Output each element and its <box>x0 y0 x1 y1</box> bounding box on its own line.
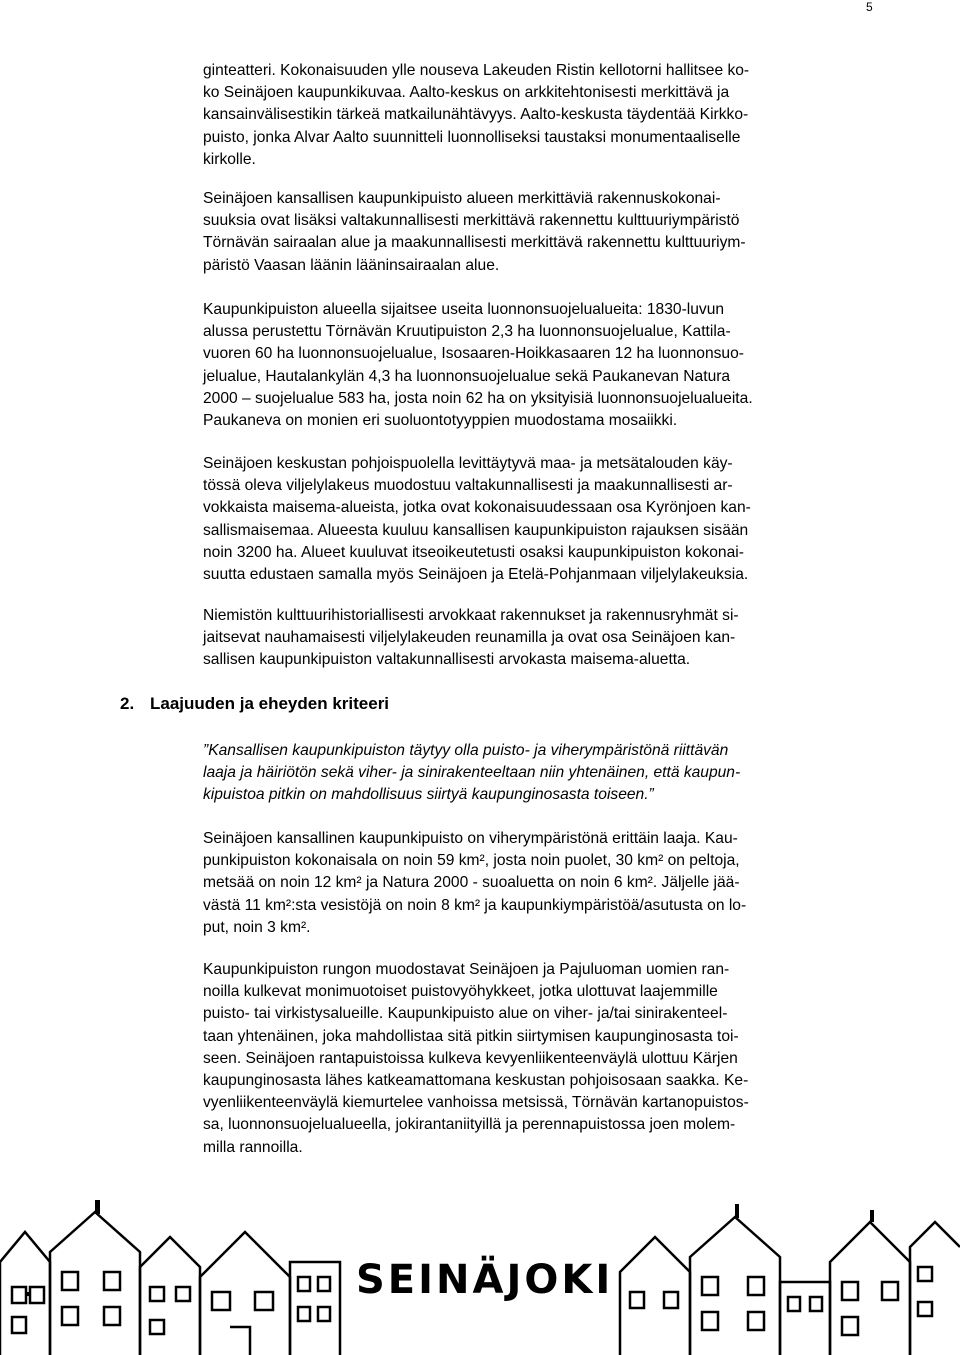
paragraph-7 <box>203 959 875 1159</box>
quote-line: kipuistoa pitkin on mahdollisuus siirtyä kaupunginosasta toiseen.” <box>203 786 654 804</box>
text-line: vokkaista maisema-alueista, jotka ovat kokonaisuudessaan osa Kyrönjoen kan- <box>203 499 751 517</box>
text-line: Kaupunkipuiston alueella sijaitsee useita luonnonsuojelualueita: 1830-luvun <box>203 301 725 318</box>
text-line: jaitsevat nauhamaisesti viljelylakeuden reunamilla ja ovat osa Seinäjoen kan- <box>203 629 736 647</box>
text-line: Törnävän sairaalan alue ja maakunnallisesti merkittävä rakennettu kulttuuriym- <box>203 234 746 252</box>
text-line: kirkolle. <box>203 150 256 168</box>
text-line: sallisen kaupunkipuiston valtakunnallisesti arvokasta maisema-aluetta. <box>203 651 691 669</box>
text-line: ko Seinäjoen kaupunkikuvaa. Aalto-keskus on arkkitehtonisesti merkittävä ja <box>203 84 730 102</box>
text-line: milla rannoilla. <box>203 1138 303 1156</box>
text-line: kansainvälisestikin tärkeä matkailunähtävyys. Aalto-keskusta täydentää Kirkko- <box>203 106 749 124</box>
text-line: 2000 – suojelualue 583 ha, josta noin 62 ha on yksityisiä luonnonsuojelualueita. <box>203 389 753 407</box>
text-line: noilla kulkevat monimuotoiset puistovyöhykkeet, jotka ulottuvat laajemmille <box>203 983 718 1001</box>
text-line: Niemistön kulttuurihistoriallisesti arvokkaat rakennukset ja rakennusryhmät si- <box>203 607 739 624</box>
text-line: päristö Vaasan läänin lääninsairaalan alue. <box>203 256 500 274</box>
text-line: Paukaneva on monien eri suoluontotyyppien muodostama mosaiikki. <box>203 412 678 430</box>
text-line: noin 3200 ha. Alueet kuuluvat itseoikeutetusti osaksi kaupunkipuiston kokonai- <box>203 543 744 561</box>
text-line: put, noin 3 km². <box>203 918 311 936</box>
paragraph-3 <box>203 299 875 432</box>
paragraph-2 <box>203 188 875 277</box>
text-line: sallismaisemaa. Alueesta kuuluu kansallisen kaupunkipuiston rajauksen sisään <box>203 521 749 539</box>
text-line: suuksia ovat lisäksi valtakunnallisesti merkittävä rakennettu kulttuuriympäristö <box>203 212 740 230</box>
text-line: seen. Seinäjoen rantapuistoissa kulkeva kevyenliikenteenväylä ulottuu Kärjen <box>203 1049 738 1067</box>
seinajoki-logo: SEINÄJOKI <box>356 1257 614 1303</box>
paragraph-4 <box>203 453 875 586</box>
text-line: Kaupunkipuiston rungon muodostavat Seinäjoen ja Pajuluoman uomien ran- <box>203 961 730 978</box>
text-line: kaupunginosasta lähes katkeamattomana keskustan pohjoisosaan saakka. Ke- <box>203 1072 749 1090</box>
text-line: puisto- tai virkistysalueille. Kaupunkipuisto alue on viher- ja/tai sinirakenteel- <box>203 1005 728 1023</box>
criterion-quote <box>203 740 875 807</box>
text-line: vuoren 60 ha luonnonsuojelualue, Isosaaren-Hoikkasaaren 12 ha luonnonsuo- <box>203 345 744 363</box>
text-line: taan yhtenäinen, joka mahdollistaa sitä pitkin siirtymisen kaupunginosasta toi- <box>203 1027 739 1045</box>
footer-banner <box>0 1192 960 1355</box>
text-line: suutta edustaen samalla myös Seinäjoen ja Etelä-Pohjanmaan viljelylakeuksia. <box>203 566 749 584</box>
section-number: 2. <box>120 694 135 713</box>
paragraph-1 <box>203 60 875 171</box>
text-line: punkipuiston kokonaisala on noin 59 km², josta noin puolet, 30 km² on peltoja, <box>203 852 740 870</box>
text-line: ginteatteri. Kokonaisuuden ylle nouseva Lakeuden Ristin kellotorni hallitsee ko- <box>203 62 750 79</box>
section-heading <box>120 694 389 714</box>
text-line: Seinäjoen kansallisen kaupunkipuisto alueen merkittäviä rakennuskokonai- <box>203 190 721 207</box>
text-line: tössä oleva viljelylakeus muodostuu valtakunnallisesti ja maakunnallisesti ar- <box>203 477 733 495</box>
quote-line: ”Kansallisen kaupunkipuiston täytyy olla puisto- ja viherympäristönä riittävän <box>203 742 729 759</box>
section-title: Laajuuden ja eheyden kriteeri <box>150 694 390 713</box>
quote-line: laaja ja häiriötön sekä viher- ja sinirakenteeltaan niin yhtenäinen, että kaupun- <box>203 764 741 782</box>
text-line: vyenliikenteenväylä kiemurtelee vanhoissa metsissä, Törnävän kartanopuistos- <box>203 1094 749 1112</box>
text-line: Seinäjoen keskustan pohjoispuolella levittäytyvä maa- ja metsätalouden käy- <box>203 455 733 472</box>
text-line: metsää on noin 12 km² ja Natura 2000 - suoaluetta on noin 6 km². Jäljelle jää- <box>203 874 740 892</box>
text-line: jelualue, Hautalankylän 4,3 ha luonnonsuojelualue sekä Paukanevan Natura <box>203 367 731 385</box>
text-line: puisto, jonka Alvar Aalto suunnitteli luonnolliseksi taustaksi monumentaaliselle <box>203 128 741 146</box>
text-line: västä 11 km²:sta vesistöjä on noin 8 km² ja kaupunkiympäristöä/asutusta on lo- <box>203 896 747 914</box>
text-line: alussa perustettu Törnävän Kruutipuiston 2,3 ha luonnonsuojelualue, Kattila- <box>203 323 731 341</box>
paragraph-5 <box>203 605 875 672</box>
page-number: 5 <box>866 0 873 14</box>
paragraph-6 <box>203 828 875 939</box>
text-line: sa, luonnonsuojelualueella, jokirantaniityillä ja perennapuistossa joen molem- <box>203 1116 736 1134</box>
text-line: Seinäjoen kansallinen kaupunkipuisto on viherympäristönä erittäin laaja. Kau- <box>203 830 738 847</box>
